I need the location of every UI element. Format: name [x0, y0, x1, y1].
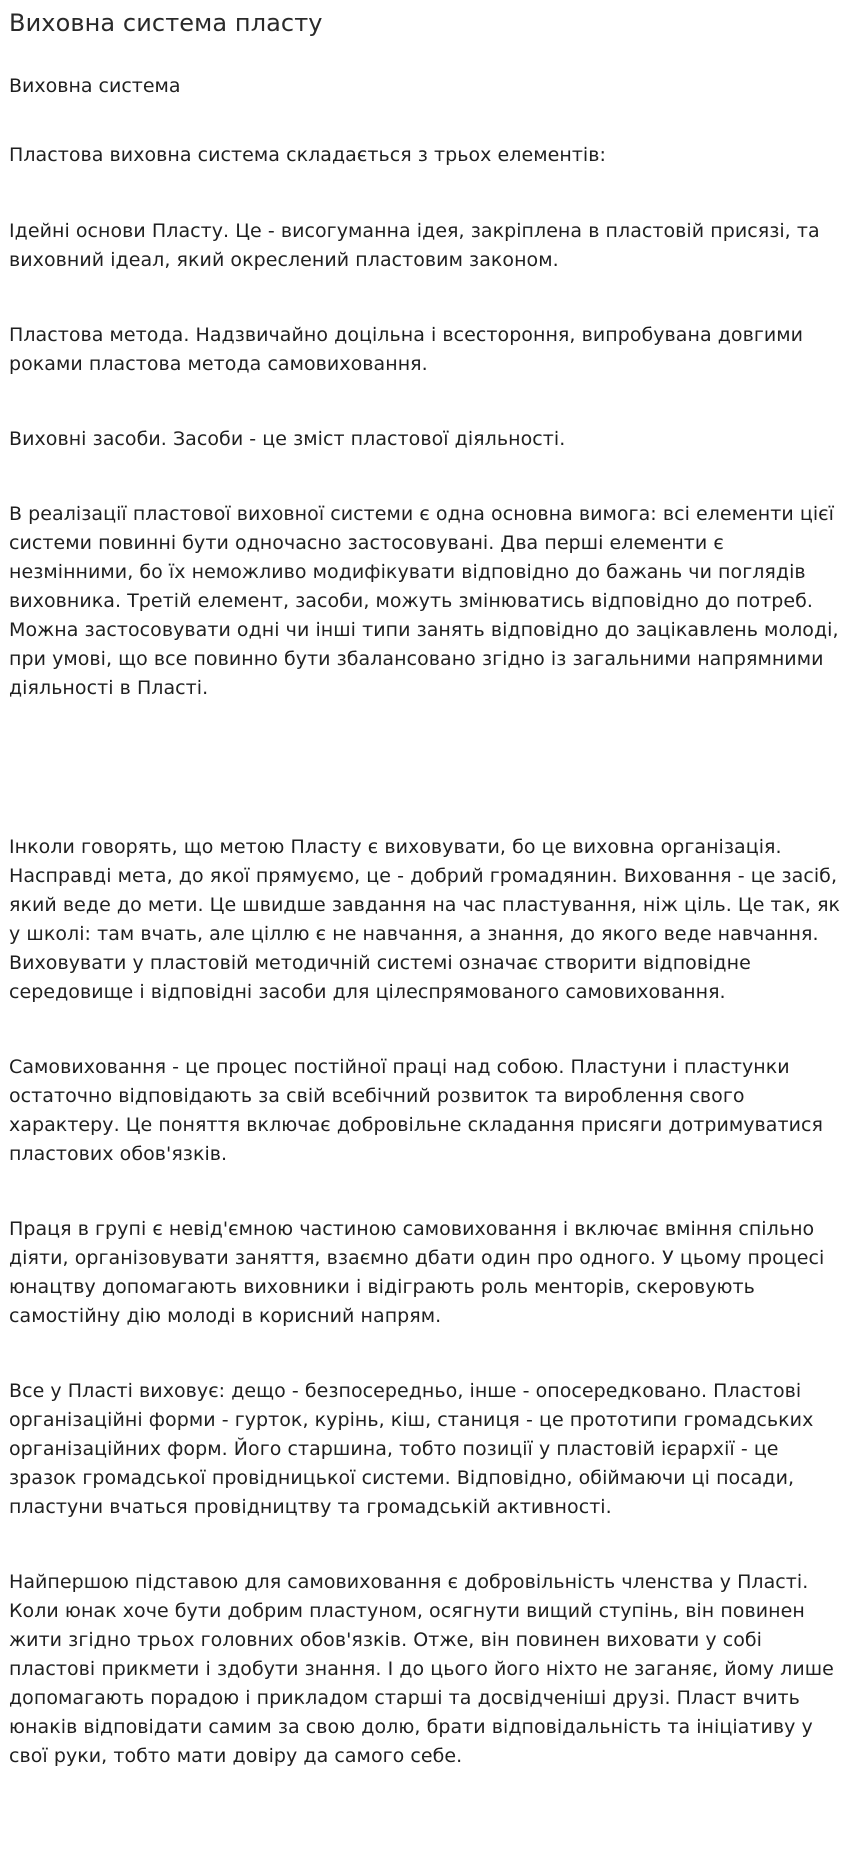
paragraph-intro: Пластова виховна система складається з трьох елементів:	[9, 144, 606, 166]
paragraph-means: Виховні засоби. Засоби - це зміст пластової діяльності.	[9, 428, 566, 450]
paragraph-ideas: Ідейні основи Пласту. Це - висогуманна ідея, закріплена в пластовій присязі, та виховний ідеал, який окреслений пластовим законом.	[9, 220, 820, 271]
paragraph-first-basis: Найпершою підставою для самовиховання є добровільність членства у Пласті. Коли юнак хоче бути добрим пластуном, осягнути вищий ступінь, він повинен жити згідно трьох головних обов'язків. Отже, він повинен виховати у собі пластові прикмети і здобути знання. І до цього його ніхто не заганяє, йому лише допомагають порадою і прикладом старші та досвідченіші друзі. Пласт вчить юнаків відповідати самим за свою долю, брати відповідальність та ініціативу у свої руки, тобто мати довіру да самого себе.	[9, 1571, 834, 1767]
paragraph-sometimes: Інколи говорять, що метою Пласту є виховувати, бо це виховна організація. Насправді мета, до якої прямуємо, це - добрий громадянин. Виховання - це засіб, який веде до мети. Це швидше завдання на час пластування, ніж ціль. Це так, як у школі: там вчать, але ціллю є не навчання, а знання, до якого веде навчання. Виховувати у пластовій методичній системі означає створити відповідне середовище і відповідні засоби для цілеспрямованого самовиховання.	[9, 836, 841, 1003]
section-heading: Виховна система	[9, 75, 181, 97]
paragraph-self-education: Самовиховання - це процес постійної праці над собою. Пластуни і пластунки остаточно відповідають за свій всебічний розвиток та вироблення свого характеру. Це поняття включає добровільне складання присяги дотримуватися пластових обов'язків.	[9, 1056, 823, 1165]
paragraph-requirement: В реалізації пластової виховної системи є одна основна вимога: всі елементи цієї системи повинні бути одночасно застосовувані. Два перші елементи є незмінними, бо їх неможливо модифікувати відповідно до бажань чи поглядів виховника. Третій елемент, засоби, можуть змінюватись відповідно до потреб. Можна застосовувати одні чи інші типи занять відповідно до зацікавлень молоді, при умові, що все повинно бути збалансовано згідно із загальними напрямними діяльності в Пласті.	[9, 503, 839, 699]
page-title: Виховна система пласту	[9, 9, 323, 37]
paragraph-group-work: Праця в групі є невід'ємною частиною самовиховання і включає вміння спільно діяти, організовувати заняття, взаємно дбати один про одного. У цьому процесі юнацтву допомагають виховники і відіграють роль менторів, скеровують самостійну дію молоді в корисний напрям.	[9, 1218, 825, 1327]
paragraph-all-educates: Все у Пласті виховує: дещо - безпосередньо, інше - опосередковано. Пластові організаційні форми - гурток, курінь, кіш, станиця - це прототипи громадських організаційних форм. Його старшина, тобто позиції у пластовій ієрархії - це зразок громадської провідницької системи. Відповідно, обіймаючи ці посади, пластуни вчаться провідництву та громадській активності.	[9, 1380, 814, 1518]
paragraph-method: Пластова метода. Надзвичайно доцільна і всестороння, випробувана довгими роками пластова метода самовиховання.	[9, 324, 804, 375]
